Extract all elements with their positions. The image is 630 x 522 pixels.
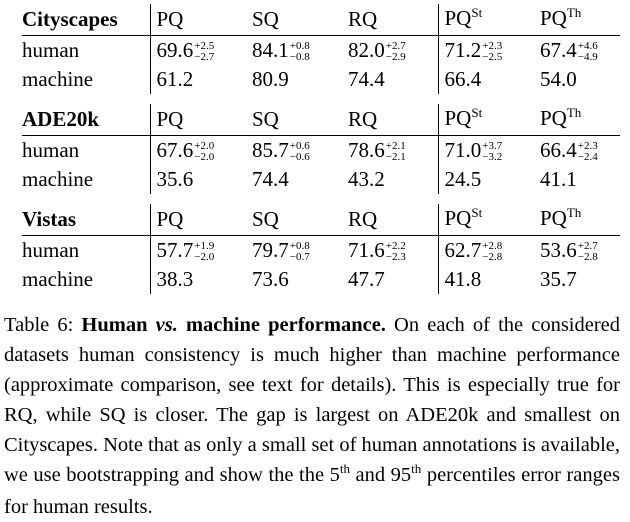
column-header-label: PQ (156, 107, 184, 131)
error-lower: −2.9 (385, 51, 406, 64)
column-header (246, 204, 342, 236)
error-lower: −0.7 (289, 251, 310, 264)
machine-cell: 47.7 (348, 267, 385, 291)
error-upper: +0.6 (289, 140, 310, 153)
machine-cell: 73.6 (252, 267, 289, 291)
human-cell (534, 236, 620, 266)
row-label-human: human (22, 238, 80, 262)
error-lower: −2.8 (577, 251, 598, 264)
human-cell (246, 36, 342, 66)
dataset-name: ADE20k (22, 104, 150, 136)
column-header (150, 204, 246, 236)
error-upper: +2.8 (482, 240, 503, 253)
error-range (578, 141, 598, 163)
dataset-header-row (22, 4, 620, 36)
caption-label: Table 6: (4, 314, 74, 336)
error-upper: +4.6 (577, 40, 598, 53)
error-range (290, 41, 310, 63)
machine-cell: 38.3 (150, 265, 246, 294)
machine-cell: 35.6 (150, 165, 246, 194)
error-range (386, 41, 406, 63)
column-header (534, 204, 620, 236)
human-cell (534, 136, 620, 166)
human-cell (438, 236, 534, 266)
column-header (534, 4, 620, 36)
caption-body-2: and 95 (355, 464, 412, 486)
column-header-label: PQ (444, 106, 472, 130)
human-value: 78.6 (348, 138, 385, 162)
error-upper: +0.8 (289, 240, 310, 253)
human-value: 84.1 (252, 38, 289, 62)
human-value: 79.7 (252, 238, 289, 262)
error-upper: +3.7 (482, 140, 503, 153)
row-label-human: human (22, 38, 80, 62)
human-cell (342, 236, 438, 266)
column-header-label: RQ (348, 7, 378, 31)
human-value: 67.4 (540, 38, 577, 62)
error-upper: +2.2 (385, 240, 406, 253)
human-value: 71.6 (348, 238, 385, 262)
machine-cell: 66.4 (438, 65, 534, 94)
caption-sup-1: th (339, 461, 350, 476)
machine-row (22, 65, 620, 94)
human-value: 62.7 (444, 238, 482, 262)
machine-cell: 35.7 (540, 267, 577, 291)
row-label-human: human (22, 138, 80, 162)
human-value: 66.4 (540, 138, 577, 162)
human-row (22, 36, 620, 66)
error-lower: −4.9 (577, 51, 598, 64)
row-label-machine: machine (22, 67, 94, 91)
column-header (150, 104, 246, 136)
human-cell (342, 136, 438, 166)
human-value: 57.7 (156, 238, 194, 262)
human-row (22, 136, 620, 166)
human-value: 67.6 (156, 138, 194, 162)
results-table (22, 4, 620, 294)
error-range (290, 241, 310, 263)
human-value: 69.6 (156, 38, 194, 62)
human-value: 85.7 (252, 138, 289, 162)
column-header-label: SQ (252, 207, 279, 231)
results-table-body (22, 4, 620, 294)
error-upper: +1.9 (194, 240, 215, 253)
human-value: 71.2 (444, 38, 482, 62)
column-header (246, 4, 342, 36)
caption-body-3: percentiles error ranges for human results. (4, 464, 620, 518)
machine-cell: 61.2 (150, 65, 246, 94)
error-upper: +2.3 (482, 40, 503, 53)
error-range (290, 141, 310, 163)
machine-cell: 41.1 (540, 167, 577, 191)
column-header-superscript: St (471, 205, 483, 220)
column-header-label: RQ (348, 207, 378, 231)
column-header-label: SQ (252, 7, 279, 31)
caption-body-1: On each of the considered datasets human consistency is much higher than machine performance (approximate comparison, see text for details). This is especially true for RQ, while SQ is closer. The gap is largest on ADE20k and smallest on Cityscapes. Note that as only a small set of human annotations is available, we use bootstrapping and show the the 5 (4, 314, 621, 486)
column-header-label: SQ (252, 107, 279, 131)
column-header (438, 204, 534, 236)
error-range (482, 41, 502, 63)
human-value: 53.6 (540, 238, 577, 262)
human-cell (438, 136, 534, 166)
error-range (482, 141, 502, 163)
error-range (194, 141, 214, 163)
error-upper: +2.7 (385, 40, 406, 53)
column-header-superscript: St (471, 105, 483, 120)
human-cell (246, 236, 342, 266)
column-header-superscript: Th (566, 205, 582, 220)
dataset-header-row (22, 104, 620, 136)
error-lower: −2.3 (385, 251, 406, 264)
column-header (534, 104, 620, 136)
error-lower: −2.0 (194, 251, 215, 264)
column-header-superscript: St (471, 5, 483, 20)
machine-row (22, 165, 620, 194)
human-cell (150, 36, 246, 66)
human-cell (246, 136, 342, 166)
human-cell (150, 136, 246, 166)
machine-cell: 80.9 (252, 67, 289, 91)
error-range (482, 241, 502, 263)
error-lower: −2.8 (482, 251, 503, 264)
error-lower: −2.4 (577, 151, 598, 164)
column-header-label: PQ (540, 206, 567, 230)
caption-sup-2: th (411, 461, 422, 476)
error-range (194, 241, 214, 263)
error-upper: +2.7 (577, 240, 598, 253)
error-upper: +2.5 (194, 40, 215, 53)
error-upper: +2.0 (194, 140, 215, 153)
column-header (438, 104, 534, 136)
column-header (438, 4, 534, 36)
dataset-name: Cityscapes (22, 4, 150, 36)
column-header (342, 204, 438, 236)
error-range (386, 241, 406, 263)
column-header (246, 104, 342, 136)
machine-cell: 74.4 (348, 67, 385, 91)
error-range (578, 41, 598, 63)
dataset-name: Vistas (22, 204, 150, 236)
column-header-label: PQ (156, 207, 184, 231)
human-cell (150, 236, 246, 266)
group-gap (22, 194, 620, 204)
error-upper: +2.3 (577, 140, 598, 153)
machine-cell: 24.5 (438, 165, 534, 194)
column-header (342, 104, 438, 136)
machine-cell: 43.2 (348, 167, 385, 191)
error-range (386, 141, 406, 163)
error-lower: −2.5 (482, 51, 503, 64)
error-lower: −2.0 (194, 151, 215, 164)
error-range (578, 241, 598, 263)
row-label-machine: machine (22, 167, 94, 191)
column-header-superscript: Th (566, 5, 582, 20)
machine-cell: 41.8 (438, 265, 534, 294)
column-header-label: PQ (540, 6, 567, 30)
human-row (22, 236, 620, 266)
group-gap (22, 94, 620, 104)
human-value: 82.0 (348, 38, 385, 62)
table-caption (4, 310, 620, 522)
error-upper: +2.1 (385, 140, 406, 153)
error-lower: −0.8 (289, 51, 310, 64)
human-cell (438, 36, 534, 66)
column-header-label: PQ (444, 6, 472, 30)
error-lower: −0.6 (289, 151, 310, 164)
human-cell (534, 36, 620, 66)
column-header-label: RQ (348, 107, 378, 131)
machine-cell: 54.0 (540, 67, 577, 91)
column-header-label: PQ (444, 206, 472, 230)
machine-cell: 74.4 (252, 167, 289, 191)
human-value: 71.0 (444, 138, 482, 162)
error-lower: −3.2 (482, 151, 503, 164)
error-range (194, 41, 214, 63)
dataset-header-row (22, 204, 620, 236)
error-lower: −2.1 (385, 151, 406, 164)
error-upper: +0.8 (289, 40, 310, 53)
human-cell (342, 36, 438, 66)
column-header (150, 4, 246, 36)
caption-title: Human vs. machine performance. (81, 314, 386, 336)
column-header-label: PQ (540, 106, 567, 130)
column-header-superscript: Th (566, 105, 582, 120)
error-lower: −2.7 (194, 51, 215, 64)
row-label-machine: machine (22, 267, 94, 291)
machine-row (22, 265, 620, 294)
column-header-label: PQ (156, 7, 184, 31)
column-header (342, 4, 438, 36)
